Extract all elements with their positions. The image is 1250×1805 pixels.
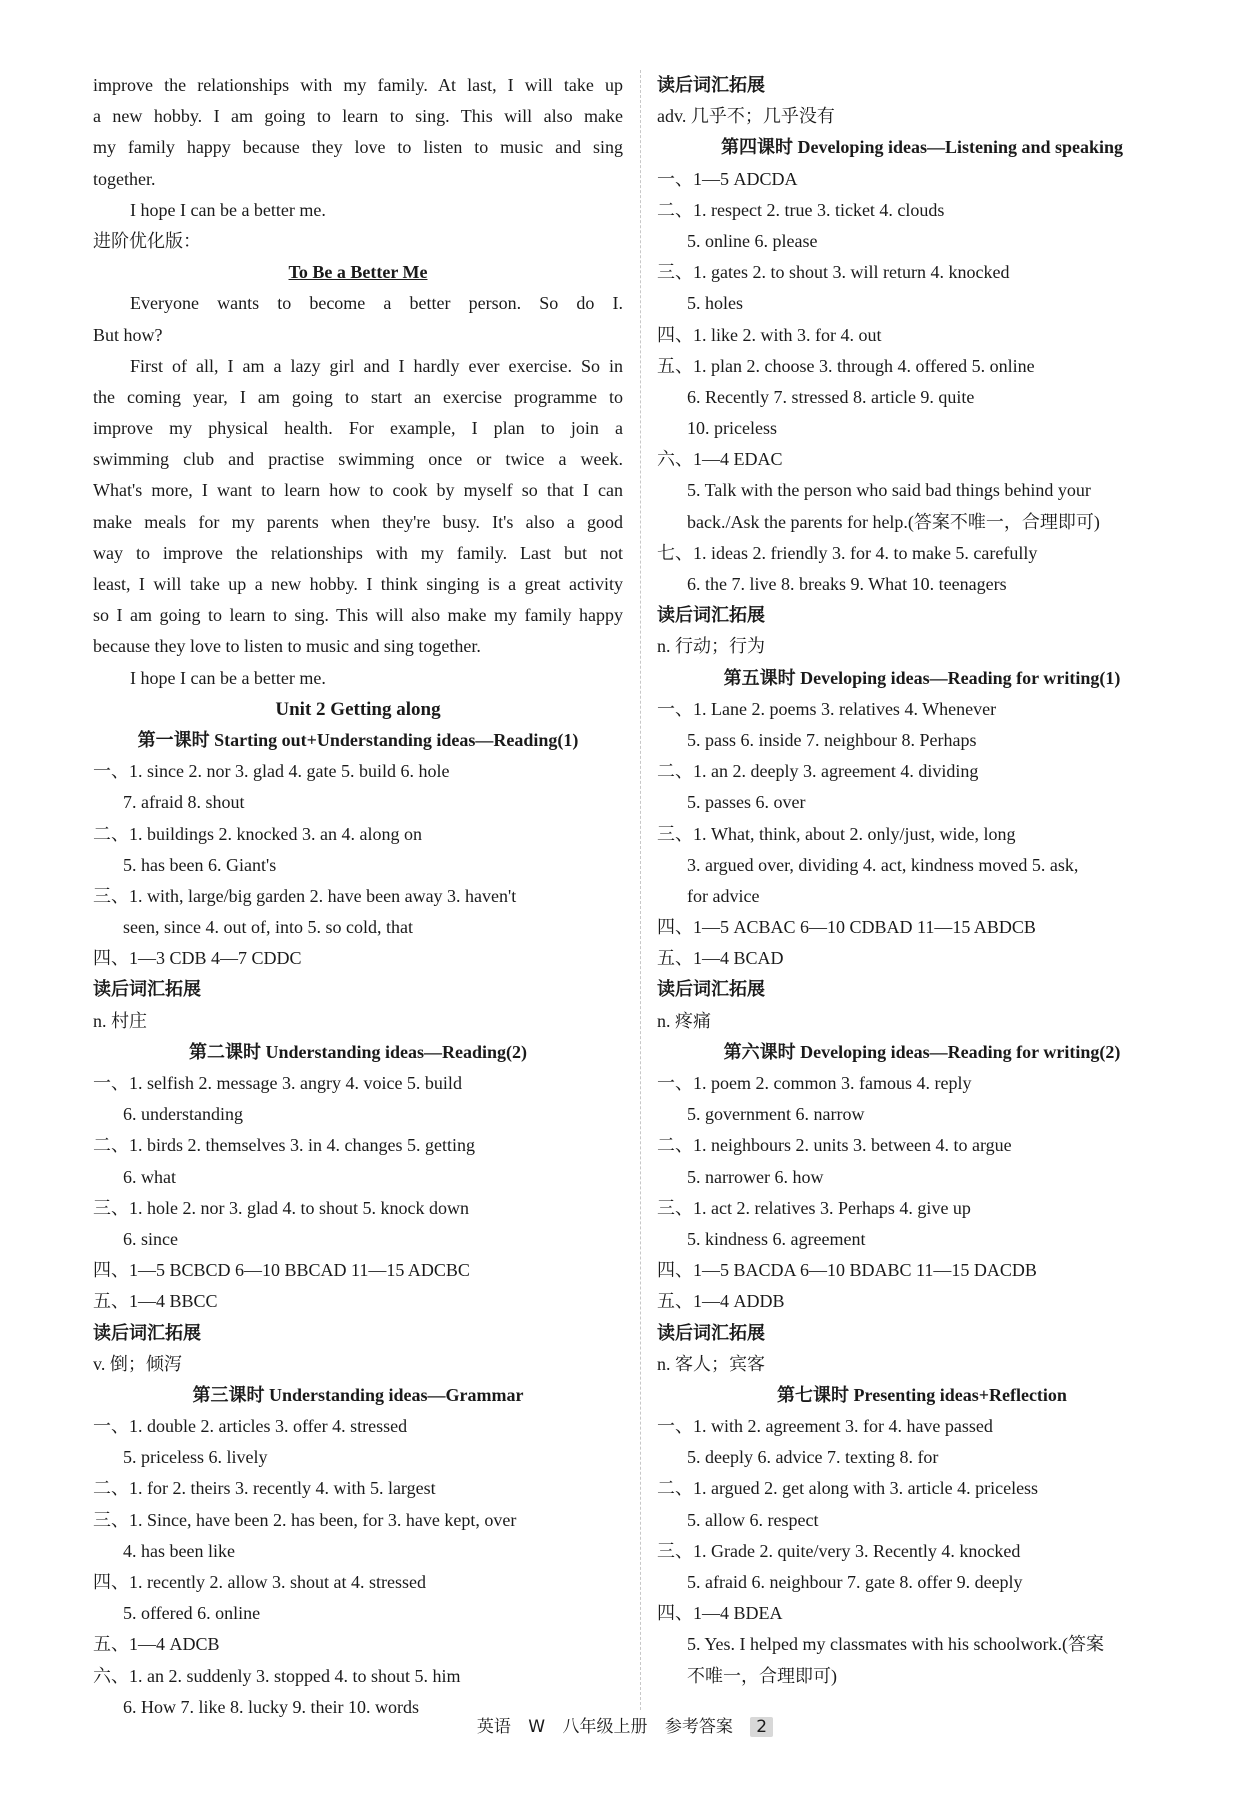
text-line: 四、1—3 CDB 4—7 CDDC — [93, 948, 302, 969]
text-line: 三、1. gates 2. to shout 3. will return 4. knocked — [657, 262, 1010, 283]
text-line: 一、1. with 2. agreement 3. for 4. have passed — [657, 1416, 993, 1437]
text-line: 5. allow 6. respect — [687, 1509, 819, 1530]
lesson-heading: 第一课时 Starting out+Understanding ideas—Reading(1) — [137, 729, 579, 750]
text-line: so I am going to learn to sing. This will also make my family happy — [93, 605, 623, 626]
text-line: a new hobby. I am going to learn to sing. This will also make — [93, 106, 623, 127]
text-line: 二、1. for 2. theirs 3. recently 4. with 5. largest — [93, 1478, 436, 1499]
lesson-heading: 第三课时 Understanding ideas—Grammar — [192, 1384, 524, 1405]
section-heading: 读后词汇拓展 — [657, 979, 765, 1000]
text-line: 6. since — [123, 1228, 178, 1249]
text-line: 六、1. an 2. suddenly 3. stopped 4. to shout 5. him — [93, 1665, 461, 1686]
text-line: 5. Yes. I helped my classmates with his schoolwork.(答案 — [687, 1634, 1104, 1655]
text-line: 一、1. selfish 2. message 3. angry 4. voice 5. build — [93, 1073, 462, 1093]
section-heading: 读后词汇拓展 — [657, 75, 765, 95]
text-line: improve the relationships with my family. At last, I will take up — [93, 75, 623, 95]
column-divider — [640, 70, 641, 1710]
text-line: 5. afraid 6. neighbour 7. gate 8. offer 9. deeply — [687, 1572, 1023, 1592]
text-line: 6. what — [123, 1166, 176, 1187]
text-line: 5. government 6. narrow — [687, 1104, 865, 1125]
text-line: 5. priceless 6. lively — [123, 1447, 268, 1468]
text-line: 一、1. double 2. articles 3. offer 4. stressed — [93, 1416, 408, 1437]
text-line: for advice — [687, 885, 760, 906]
lesson-heading: 第五课时 Developing ideas—Reading for writing(1) — [723, 667, 1121, 688]
text-line: 4. has been like — [123, 1540, 235, 1561]
text-line: way to improve the relationships with my family. Last but not — [93, 542, 623, 563]
text-line: 一、1. Lane 2. poems 3. relatives 4. Whenever — [657, 698, 997, 719]
text-line: 五、1—4 BBCC — [93, 1291, 218, 1312]
right-column — [657, 70, 1187, 1692]
text-line: n. 客人；宾客 — [657, 1353, 765, 1374]
footer-edition: W — [528, 1717, 546, 1737]
text-line: But how? — [93, 324, 163, 345]
text-line: 5. holes — [687, 293, 743, 314]
text-line: 一、1—5 ADCDA — [657, 168, 798, 189]
text-line: seen, since 4. out of, into 5. so cold, that — [123, 917, 413, 938]
lesson-heading: 第二课时 Understanding ideas—Reading(2) — [188, 1041, 528, 1062]
text-line: First of all, I am a lazy girl and I hardly ever exercise. So in — [130, 355, 623, 376]
text-line: make meals for my parents when they're busy. It's also a good — [93, 511, 623, 532]
text-line: 四、1—5 BCBCD 6—10 BBCAD 11—15 ADCBC — [93, 1260, 470, 1281]
text-line: 二、1. buildings 2. knocked 3. an 4. along on — [93, 823, 422, 844]
text-line: 四、1—5 BACDA 6—10 BDABC 11—15 DACDB — [657, 1260, 1037, 1281]
text-line: 五、1—4 ADDB — [657, 1291, 785, 1312]
text-line: n. 疼痛 — [657, 1010, 711, 1031]
text-line: 不唯一，合理即可) — [687, 1665, 837, 1686]
text-line: back./Ask the parents for help.(答案不唯一，合理即可) — [687, 511, 1100, 532]
text-line: What's more, I want to learn how to cook by myself so that I can — [93, 480, 623, 501]
page-footer — [0, 1712, 1250, 1737]
text-line: 三、1. hole 2. nor 3. glad 4. to shout 5. knock down — [93, 1197, 469, 1218]
footer-grade: 八年级上册 — [562, 1717, 648, 1737]
text-line: n. 行动；行为 — [657, 636, 765, 657]
text-line: 六、1—4 EDAC — [657, 449, 783, 470]
text-line: 二、1. birds 2. themselves 3. in 4. changes 5. getting — [93, 1135, 475, 1156]
text-line: 一、1. poem 2. common 3. famous 4. reply — [657, 1073, 972, 1093]
text-line: 5. Talk with the person who said bad things behind your — [687, 480, 1091, 501]
text-line: 进阶优化版： — [93, 230, 201, 251]
text-line: together. — [93, 168, 156, 189]
text-line: 四、1—4 BDEA — [657, 1603, 783, 1624]
text-line: my family happy because they love to listen to music and sing — [93, 137, 623, 158]
text-line: adv. 几乎不；几乎没有 — [657, 106, 835, 127]
text-line: 二、1. argued 2. get along with 3. article 4. priceless — [657, 1478, 1039, 1499]
text-line: 五、1—4 BCAD — [657, 948, 784, 969]
text-line: I hope I can be a better me. — [130, 667, 326, 688]
text-line: 5. offered 6. online — [123, 1603, 261, 1624]
text-line: 二、1. an 2. deeply 3. agreement 4. dividing — [657, 761, 979, 782]
lesson-heading: 第六课时 Developing ideas—Reading for writing(2) — [723, 1041, 1121, 1062]
text-line: 四、1—5 ACBAC 6—10 CDBAD 11—15 ABDCB — [657, 917, 1036, 938]
text-line: the coming year, I am going to start an exercise programme to — [93, 386, 623, 407]
text-line: 5. narrower 6. how — [687, 1166, 824, 1187]
text-line: v. 倒；倾泻 — [93, 1353, 182, 1374]
footer-subject: 英语 — [476, 1717, 511, 1737]
text-line: Everyone wants to become a better person. So do I. — [130, 293, 623, 314]
lesson-heading: 第四课时 Developing ideas—Listening and speaking — [720, 137, 1124, 158]
text-line: 7. afraid 8. shout — [123, 792, 245, 813]
text-line: 5. passes 6. over — [687, 792, 806, 813]
text-line: improve my physical health. For example, I plan to join a — [93, 418, 623, 439]
footer-label: 参考答案 — [664, 1717, 733, 1737]
text-line: 三、1. Grade 2. quite/very 3. Recently 4. knocked — [657, 1540, 1021, 1561]
text-line: because they love to listen to music and sing together. — [93, 636, 481, 657]
text-line: 五、1—4 ADCB — [93, 1634, 220, 1655]
section-heading: 读后词汇拓展 — [93, 1322, 201, 1343]
unit-heading: Unit 2 Getting along — [275, 698, 441, 720]
text-line: 10. priceless — [687, 418, 777, 439]
text-line: 5. online 6. please — [687, 230, 818, 251]
text-line: 三、1. What, think, about 2. only/just, wide, long — [657, 823, 1016, 844]
text-line: 三、1. Since, have been 2. has been, for 3. have kept, over — [93, 1509, 517, 1530]
text-line: I hope I can be a better me. — [130, 199, 326, 220]
left-column — [93, 70, 623, 1723]
text-line: 三、1. act 2. relatives 3. Perhaps 4. give up — [657, 1197, 971, 1218]
text-line: 6. the 7. live 8. breaks 9. What 10. teenagers — [687, 574, 1007, 594]
text-line: 二、1. respect 2. true 3. ticket 4. clouds — [657, 199, 945, 220]
section-heading: 读后词汇拓展 — [93, 979, 201, 1000]
text-line: 6. Recently 7. stressed 8. article 9. quite — [687, 386, 975, 407]
text-line: 3. argued over, dividing 4. act, kindness moved 5. ask, — [687, 854, 1079, 875]
section-heading: 读后词汇拓展 — [657, 1322, 765, 1343]
text-line: 5. deeply 6. advice 7. texting 8. for — [687, 1447, 939, 1468]
text-line: 6. How 7. like 8. lucky 9. their 10. words — [123, 1696, 419, 1717]
lesson-heading: 第七课时 Presenting ideas+Reflection — [777, 1384, 1067, 1405]
text-line: 三、1. with, large/big garden 2. have been away 3. haven't — [93, 885, 517, 906]
section-heading: 读后词汇拓展 — [657, 605, 765, 626]
page-number: 2 — [750, 1717, 773, 1737]
text-line: n. 村庄 — [93, 1010, 147, 1031]
text-line: 5. pass 6. inside 7. neighbour 8. Perhaps — [687, 729, 977, 750]
text-line: least, I will take up a new hobby. I think singing is a great activity — [93, 574, 623, 594]
text-line: 五、1. plan 2. choose 3. through 4. offered 5. online — [657, 355, 1035, 376]
text-line: 5. kindness 6. agreement — [687, 1228, 866, 1249]
section-heading: To Be a Better Me — [288, 262, 428, 283]
text-line: 5. has been 6. Giant's — [123, 854, 277, 875]
text-line: 6. understanding — [123, 1104, 243, 1125]
text-line: 四、1. like 2. with 3. for 4. out — [657, 324, 882, 345]
text-line: 四、1. recently 2. allow 3. shout at 4. stressed — [93, 1572, 426, 1592]
text-line: 一、1. since 2. nor 3. glad 4. gate 5. build 6. hole — [93, 761, 450, 782]
text-line: 二、1. neighbours 2. units 3. between 4. to argue — [657, 1135, 1012, 1156]
text-line: swimming club and practise swimming once or twice a week. — [93, 449, 623, 470]
text-line: 七、1. ideas 2. friendly 3. for 4. to make 5. carefully — [657, 542, 1038, 563]
